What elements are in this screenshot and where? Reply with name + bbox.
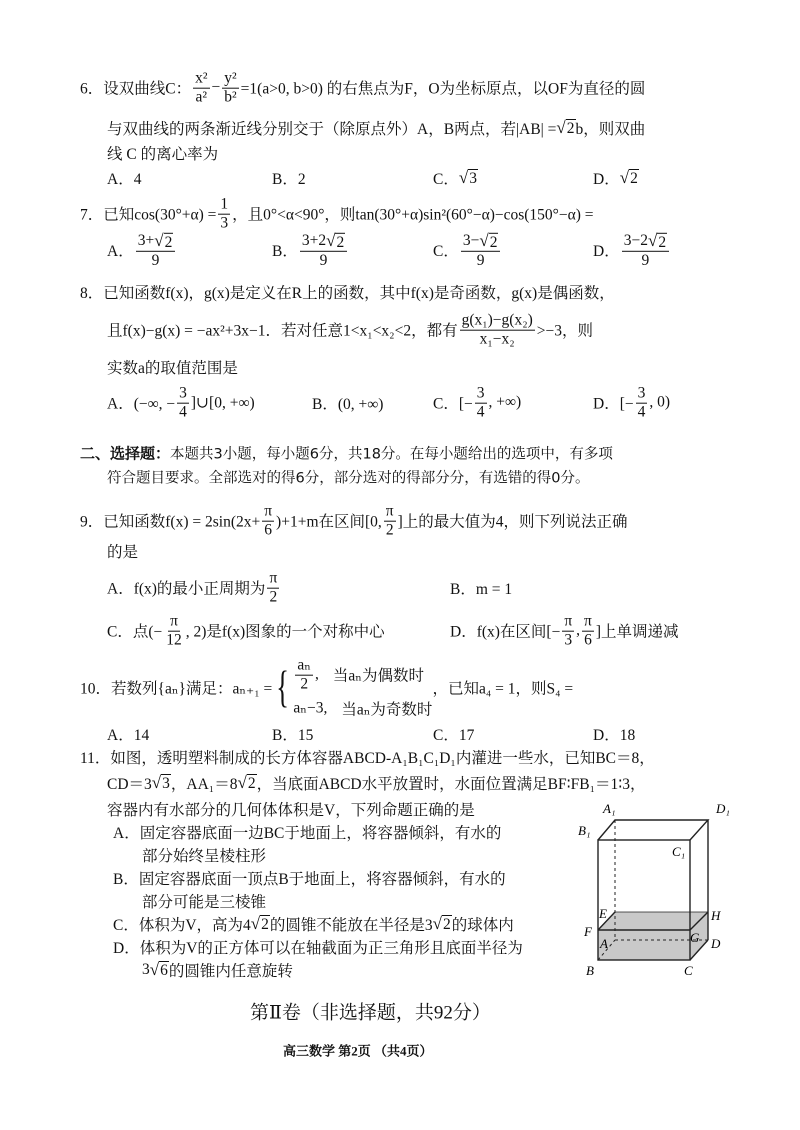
q10-option-b (272, 723, 313, 745)
text-run: , 0) (649, 394, 671, 411)
numerator (384, 503, 396, 522)
q8-line-2 (107, 312, 593, 349)
text-run: A．(−∞, − (107, 396, 176, 413)
radical-sign-icon: √ (151, 773, 162, 792)
q11-line-3 (107, 798, 475, 820)
math-group (463, 231, 499, 251)
radical-sign-icon: √ (556, 118, 566, 137)
radical-sign-icon: √ (479, 230, 489, 250)
square-root (620, 168, 639, 188)
radical-sign-icon: √ (154, 230, 164, 250)
text-run: 线 C 的离心率为 (107, 146, 219, 163)
denominator (318, 251, 330, 269)
fraction (475, 385, 487, 422)
numerator (295, 657, 313, 676)
text-run: )+1+m在区间[0, (276, 514, 382, 531)
numerator (636, 385, 648, 404)
text-run: 9 (641, 251, 650, 269)
radicand (629, 169, 639, 187)
denominator (194, 89, 210, 107)
text-run: 6．设双曲线 (80, 81, 166, 98)
fraction (295, 657, 313, 694)
section-2-heading: 二、选择题： (80, 444, 171, 463)
text-run: − (211, 79, 221, 96)
label-f: F (584, 924, 592, 939)
text-run: π (385, 502, 394, 520)
denominator (164, 632, 184, 650)
text-run: B．2 (272, 171, 306, 188)
fraction (636, 385, 648, 422)
square-root (648, 231, 667, 251)
text-run: CD＝3 (107, 776, 152, 793)
fraction (193, 70, 209, 107)
square-root (150, 960, 169, 980)
text-run: =1(a>0, b>0) 的右焦点为F，O为坐标原点，以OF为直径的圆 (240, 81, 646, 98)
label-c1: C₁ (672, 844, 686, 859)
text-run: 实数a的取值范围是 (107, 360, 238, 377)
numerator (218, 196, 230, 215)
text-run: D． (593, 171, 620, 188)
text-run: ]上单调递减 (595, 624, 679, 641)
text-run: ]上的最大值为4，则下列说法正确 (397, 514, 628, 531)
label-a1: A₁ (603, 801, 616, 816)
text-run: 2 (566, 119, 575, 137)
text-run: 3 (476, 384, 485, 402)
denominator (478, 331, 517, 349)
piecewise-row (293, 697, 432, 719)
text-run: 2 (247, 774, 256, 792)
numerator (168, 613, 180, 632)
text-run: A． (107, 243, 134, 260)
q9-line-2 (107, 540, 138, 562)
text-run: aₙ−3, (293, 699, 328, 717)
text-run: ，当底面ABCD水平放置时，水面位置满足BF∶FB₁＝1∶3， (256, 776, 646, 793)
numerator (562, 613, 574, 632)
text-run: b² (224, 88, 237, 106)
text-run: g(x₁)−g(x₂) (461, 311, 533, 329)
q11-option-a-2 (142, 844, 266, 866)
denominator (562, 632, 574, 650)
text-run: 2 (336, 233, 345, 251)
text-run: 9．已知函数f(x) = 2sin(2x+ (80, 514, 261, 531)
fraction (461, 231, 501, 269)
square-root (433, 914, 452, 934)
text-run: B．固定容器底面一顶点B于地面上，将容器倾斜，有水的 (113, 871, 506, 888)
numerator (460, 312, 535, 331)
text-run: 的圆锥不能放在半径是3 (269, 917, 433, 934)
denominator (636, 404, 648, 422)
text-run: 2 (489, 233, 498, 251)
q11-line-2 (107, 772, 646, 794)
q6-line-1 (80, 70, 645, 107)
square-root (479, 231, 498, 251)
text-run: A．固定容器底面一边BC于地面上，将容器倾斜，有水的 (113, 825, 502, 842)
left-brace-icon: { (276, 663, 290, 712)
text-run: ，已知a₄ = 1，则S₄ = (432, 681, 574, 698)
text-run: ，AA₁＝8 (170, 776, 238, 793)
fraction (222, 70, 238, 107)
q8-option-d (593, 385, 670, 422)
square-root (459, 168, 478, 188)
text-run: 的圆锥内任意旋转 (168, 963, 293, 980)
numerator (222, 70, 238, 89)
denominator (582, 632, 594, 650)
text-run: B．15 (272, 727, 314, 744)
text-run: ，且0°<α<90°，则tan(30°+α)sin²(60°−α)−cos(150°−α) = (232, 207, 594, 224)
q6-option-d (593, 167, 639, 189)
label-b1: B₁ (578, 823, 591, 838)
text-run: π (584, 612, 592, 630)
q11-option-b-1 (113, 867, 506, 889)
math-group (293, 657, 318, 694)
q9-option-b (450, 577, 512, 599)
fraction (267, 570, 279, 607)
text-run: C： (165, 81, 192, 98)
denominator (222, 89, 238, 107)
label-d1: D₁ (716, 801, 730, 816)
text-run: π (264, 502, 273, 520)
text-run: 3 (220, 214, 229, 232)
text-run: 且f(x)−g(x) = −ax²+3x−1．若对任意1<x₁<x₂<2，都有 (107, 323, 458, 340)
q10-line-1 (80, 657, 573, 720)
text-run: 3 (179, 384, 187, 402)
q6-option-c (433, 167, 478, 189)
q9-option-d (450, 613, 679, 650)
denominator (475, 404, 487, 422)
text-run: 6 (160, 961, 168, 979)
numerator (136, 231, 176, 252)
radical-sign-icon: √ (237, 773, 247, 792)
label-e: E (599, 906, 607, 921)
text-run: 9 (151, 251, 160, 269)
text-run: a² (195, 88, 208, 106)
text-run: 4 (637, 403, 646, 421)
numerator (193, 70, 209, 89)
radicand (159, 961, 169, 979)
piecewise-definition (272, 657, 432, 720)
label-a: A (600, 936, 608, 951)
square-root (154, 231, 173, 251)
fraction (164, 613, 184, 650)
text-run: D．体积为V的正方体可以在轴截面为正三角形且底面半径为 (113, 940, 523, 957)
label-b: B (586, 963, 594, 978)
square-root (556, 118, 575, 138)
radical-sign-icon: √ (250, 914, 261, 933)
q11-option-d-2 (142, 959, 293, 981)
radical-sign-icon: √ (458, 168, 469, 187)
text-run: C． (433, 243, 459, 260)
text-run: D．18 (593, 727, 636, 744)
denominator (262, 522, 274, 540)
numerator (461, 231, 501, 252)
text-run: π (170, 612, 178, 630)
text-run: , 2)是f(x)图象的一个对称中心 (185, 624, 385, 641)
radicand (489, 232, 499, 250)
text-run: B． (272, 243, 298, 260)
text-run: 2 (164, 233, 173, 251)
text-run: 3−2 (623, 231, 648, 249)
text-run: 4 (476, 403, 485, 421)
text-run: B．(0, +∞) (312, 396, 384, 413)
q6-line-3 (107, 142, 218, 164)
radical-sign-icon: √ (149, 960, 160, 979)
numerator (267, 570, 279, 589)
text-run: y² (224, 69, 237, 87)
numerator (475, 385, 487, 404)
q8-line-1 (80, 281, 615, 303)
text-run: x₁−x₂ (479, 330, 515, 348)
text-run: C．体积为V，高为4 (113, 917, 251, 934)
math-group (293, 699, 327, 718)
q11-option-b-2 (142, 890, 266, 912)
radicand (164, 232, 174, 250)
text-run: 当aₙ为偶数时 (332, 668, 424, 685)
q11-line-1 (80, 746, 655, 768)
text-run: 3+2 (301, 231, 327, 249)
radical-sign-icon: √ (326, 230, 336, 250)
text-run: D．[− (593, 396, 634, 413)
text-run: 2 (385, 521, 394, 539)
denominator (475, 251, 487, 269)
radicand (335, 232, 345, 250)
radicand (260, 915, 270, 933)
radicand (468, 169, 478, 187)
text-run: 3 (637, 384, 646, 402)
q7-option-a (107, 231, 177, 269)
text-run: , (576, 622, 581, 639)
denominator (384, 522, 396, 540)
radicand (161, 774, 171, 792)
q8-option-a (107, 385, 255, 422)
text-run: 当aₙ为奇数时 (341, 701, 433, 719)
text-run: 2 (443, 915, 451, 933)
text-run: A．4 (107, 171, 142, 188)
q7-option-d (593, 231, 671, 269)
text-run: 9 (476, 251, 485, 269)
denominator (298, 676, 310, 694)
q8-line-3 (107, 356, 238, 378)
text-run: C．17 (433, 727, 475, 744)
denominator (640, 251, 652, 269)
text-run: B．m = 1 (450, 581, 513, 598)
text-run: aₙ (297, 656, 311, 674)
denominator (150, 251, 162, 269)
section-2-instructions-1: 本题共3小题，每小题6分，共18分。在每小题给出的选项中，有多项 (170, 446, 613, 463)
q9-option-c (107, 613, 385, 650)
text-run: 4 (179, 403, 187, 421)
text-run: ]∪[0, +∞) (190, 394, 255, 412)
q8-option-c (433, 385, 521, 422)
page-footer: 高三数学 第2页 （共4页） (283, 1043, 433, 1059)
text-run: C．[− (433, 396, 473, 413)
text-run: 6 (264, 521, 272, 539)
q11-option-a-1 (113, 821, 501, 843)
q7-option-b (272, 231, 349, 269)
text-run: x² (195, 69, 208, 87)
numerator (262, 503, 274, 522)
text-run: 11．如图，透明塑料制成的长方体容器ABCD-A₁B₁C₁D₁内灌进一些水，已知BC＝8， (80, 750, 655, 767)
text-run: >−3，则 (536, 323, 594, 340)
label-d: D (711, 936, 721, 951)
cuboid-container-figure (570, 795, 750, 985)
text-run: 3+ (137, 231, 155, 249)
text-run: 9 (319, 251, 328, 269)
q8-option-b (312, 392, 383, 414)
q9-line-1 (80, 503, 628, 540)
q7-option-c (433, 231, 502, 269)
q9-option-a (107, 570, 281, 607)
piecewise-rows (293, 657, 432, 720)
radical-sign-icon: √ (619, 168, 630, 187)
text-run: 8．已知函数f(x)，g(x)是定义在R上的函数，其中f(x)是奇函数，g(x)是偶函数， (80, 285, 615, 302)
square-root (251, 914, 270, 934)
fraction (262, 503, 274, 540)
q7-line-1 (80, 196, 594, 233)
q10-option-d (593, 723, 635, 745)
q6-line-2 (107, 117, 645, 139)
fraction (384, 503, 396, 540)
text-run: D．f(x)在区间[− (450, 624, 561, 641)
text-run: , +∞) (488, 394, 522, 411)
text-run: 1 (220, 195, 229, 213)
text-run: 7．已知cos(30°+α) = (80, 207, 217, 224)
text-run: 部分可能是三棱锥 (142, 894, 267, 911)
text-run: A．14 (107, 727, 150, 744)
text-run: C． (433, 171, 459, 188)
denominator (267, 589, 279, 607)
text-run: 部分始终呈棱柱形 (142, 848, 267, 865)
piecewise-row (293, 657, 432, 694)
text-run: 的是 (107, 544, 139, 561)
q10-option-c (433, 723, 474, 745)
q6-option-a (107, 167, 141, 189)
text-run: 的球体内 (451, 917, 514, 934)
numerator (582, 613, 594, 632)
text-run: 3 (564, 631, 573, 649)
part-2-title: 第Ⅱ卷（非选择题，共92分） (250, 1002, 491, 1024)
radical-sign-icon: √ (647, 230, 658, 250)
numerator (622, 231, 669, 252)
text-run: 容器内有水部分的几何体体积是V，下列命题正确的是 (107, 802, 475, 819)
text-run: 2 (658, 233, 667, 251)
text-run: 与双曲线的两条渐近线分别交于（除原点外）A，B两点，若|AB| = (107, 121, 557, 138)
square-root (237, 773, 256, 793)
q11-option-c (113, 913, 514, 935)
text-run: 3 (162, 774, 170, 792)
text-run: 2 (630, 169, 638, 187)
text-run: A．f(x)的最小正周期为 (107, 581, 266, 598)
section-2-header (80, 443, 613, 464)
label-g: G (690, 930, 700, 945)
text-run: π (269, 569, 278, 587)
fraction (177, 385, 189, 422)
q10-option-a (107, 723, 149, 745)
q11-option-d-1 (113, 936, 523, 958)
numerator (300, 231, 347, 252)
text-run: 10．若数列{aₙ}满足：aₙ₊₁ = (80, 681, 273, 698)
text-run: D． (593, 243, 620, 260)
radicand (247, 774, 257, 792)
fraction (622, 231, 669, 269)
square-root (326, 231, 345, 251)
section-2-instructions-2: 符合题目要求。全部选对的得6分，部分选对的得部分分，有选错的得0分。 (107, 470, 590, 487)
text-run: 3− (462, 231, 480, 249)
square-root (152, 773, 171, 793)
label-c: C (684, 963, 693, 978)
math-group (138, 231, 174, 251)
radical-sign-icon: √ (432, 914, 443, 933)
fraction (300, 231, 347, 269)
text-run: , (314, 666, 319, 683)
label-h: H (711, 908, 721, 923)
text-run: C．点(− (107, 624, 163, 641)
text-run: 2 (300, 675, 309, 693)
fraction (218, 196, 230, 233)
q6-option-b (272, 167, 306, 189)
text-run: 2 (269, 588, 278, 606)
fraction (136, 231, 176, 269)
text-run: 6 (584, 631, 592, 649)
radicand (442, 915, 452, 933)
denominator (177, 404, 189, 422)
radicand (657, 232, 667, 250)
text-run: 3 (142, 961, 150, 978)
text-run: b，则双曲 (575, 121, 646, 138)
text-run: 12 (166, 631, 182, 649)
fraction (562, 613, 574, 650)
math-group (624, 231, 667, 251)
numerator (177, 385, 189, 404)
fraction (460, 312, 535, 349)
math-group (302, 231, 345, 251)
denominator (218, 215, 230, 233)
fraction (582, 613, 594, 650)
radicand (566, 119, 576, 137)
text-run: π (564, 612, 573, 630)
text-run: 2 (261, 915, 269, 933)
text-run: 3 (469, 169, 477, 187)
